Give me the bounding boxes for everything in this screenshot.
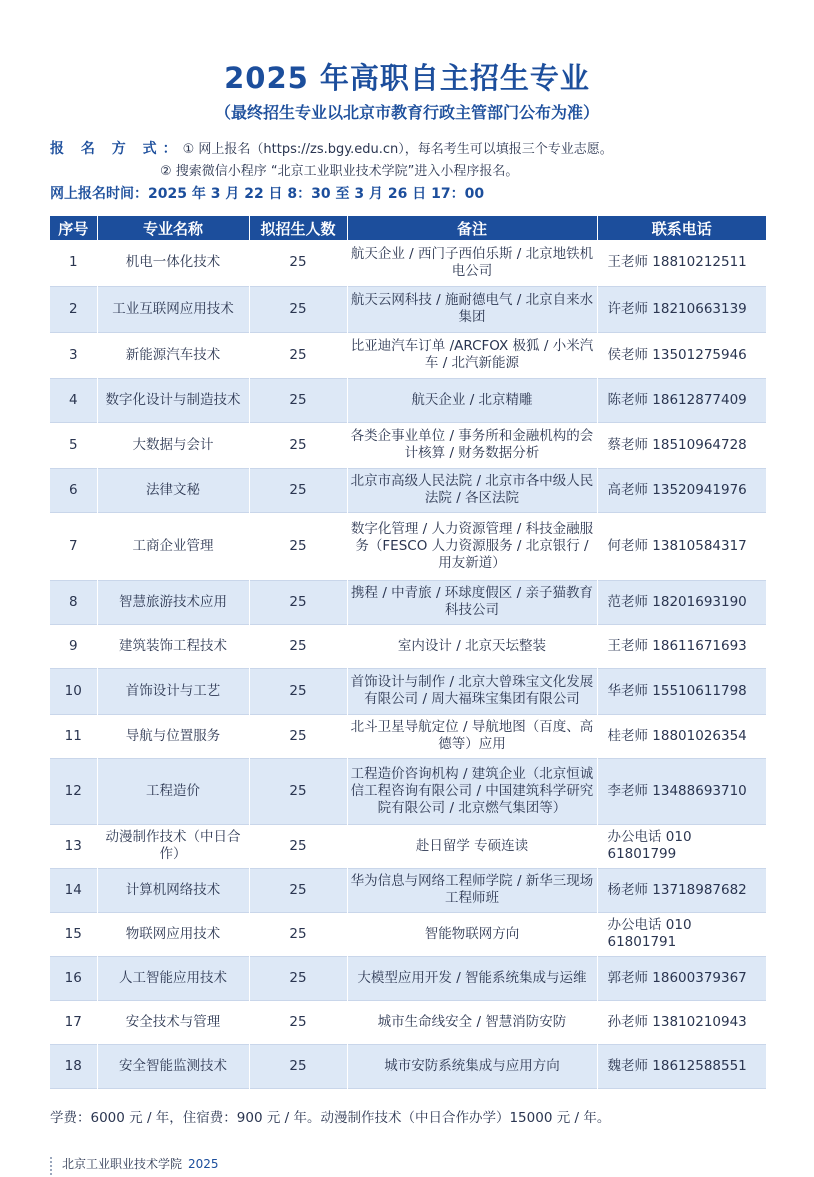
table-body: [50, 240, 766, 1088]
row-phone: 办公电话 010 61801799: [607, 829, 692, 862]
header-major: 专业名称: [97, 216, 249, 240]
row-major: 工商企业管理: [97, 512, 249, 580]
table-row: [50, 240, 766, 286]
row-no: 11: [50, 714, 97, 758]
row-major: 计算机网络技术: [97, 868, 249, 912]
row-major: 动漫制作技术（中日合作）: [97, 824, 249, 868]
row-phone: 高老师 13520941976: [607, 481, 747, 498]
row-major: 工业互联网应用技术: [97, 286, 249, 332]
row-note: 城市生命线安全 / 智慧消防安防: [347, 1000, 597, 1044]
row-no: 16: [50, 956, 97, 1000]
table-row: [50, 512, 766, 580]
page-subtitle: （最终招生专业以北京市教育行政主管部门公布为准）: [214, 103, 599, 122]
table-row: [50, 868, 766, 912]
row-no: 17: [50, 1000, 97, 1044]
header-no: 序号: [50, 216, 97, 240]
table-row: [50, 286, 766, 332]
footer-year: 2025: [188, 1157, 219, 1171]
row-note: 各类企事业单位 / 事务所和金融机构的会计核算 / 财务数据分析: [347, 422, 597, 468]
row-phone: 桂老师 18801026354: [607, 727, 747, 744]
row-major: 人工智能应用技术: [97, 956, 249, 1000]
row-count: 25: [249, 956, 347, 1000]
row-note: 数字化管理 / 人力资源管理 / 科技金融服务（FESCO 人力资源服务 / 北京银行 / 用友新道）: [347, 512, 597, 580]
row-no: 2: [50, 286, 97, 332]
footer-divider: [50, 1157, 54, 1175]
apply-method-online: ① 网上报名（https://zs.bgy.edu.cn），每名考生可以填报三个专业志愿。: [182, 142, 613, 157]
row-no: 9: [50, 624, 97, 668]
row-note: 携程 / 中青旅 / 环球度假区 / 亲子猫教育科技公司: [347, 580, 597, 624]
row-count: 25: [249, 286, 347, 332]
row-note: 首饰设计与制作 / 北京大曾珠宝文化发展有限公司 / 周大福珠宝集团有限公司: [347, 668, 597, 714]
row-phone: 何老师 13810584317: [607, 537, 747, 554]
page-title: 2025 年高职自主招生专业: [224, 61, 590, 95]
row-note: 工程造价咨询机构 / 建筑企业（北京恒诚信工程咨询有限公司 / 中国建筑科学研究院有限公司 / 北京燃气集团等）: [347, 758, 597, 824]
row-count: 25: [249, 668, 347, 714]
fee-note: 学费：6000 元 / 年，住宿费：900 元 / 年。动漫制作技术（中日合作办学）15000 元 / 年。: [50, 1110, 611, 1126]
table-row: [50, 1044, 766, 1088]
table-row: [50, 422, 766, 468]
row-phone: 华老师 15510611798: [607, 682, 747, 699]
row-note: 室内设计 / 北京天坛整装: [347, 624, 597, 668]
row-phone: 范老师 18201693190: [607, 593, 747, 610]
row-count: 25: [249, 512, 347, 580]
row-count: 25: [249, 758, 347, 824]
row-no: 15: [50, 912, 97, 956]
row-count: 25: [249, 1000, 347, 1044]
row-no: 18: [50, 1044, 97, 1088]
row-count: 25: [249, 624, 347, 668]
row-note: 北京市高级人民法院 / 北京市各中级人民法院 / 各区法院: [347, 468, 597, 512]
row-phone: 许老师 18210663139: [607, 300, 747, 317]
row-no: 13: [50, 824, 97, 868]
row-no: 10: [50, 668, 97, 714]
row-no: 7: [50, 512, 97, 580]
row-count: 25: [249, 468, 347, 512]
row-note: 城市安防系统集成与应用方向: [347, 1044, 597, 1088]
header-phone: 联系电话: [597, 216, 766, 240]
row-no: 5: [50, 422, 97, 468]
header-note: 备注: [347, 216, 597, 240]
row-major: 导航与位置服务: [97, 714, 249, 758]
row-phone: 蔡老师 18510964728: [607, 436, 747, 453]
row-count: 25: [249, 378, 347, 422]
row-major: 新能源汽车技术: [97, 332, 249, 378]
row-note: 智能物联网方向: [347, 912, 597, 956]
row-count: 25: [249, 240, 347, 286]
row-major: 数字化设计与制造技术: [97, 378, 249, 422]
row-count: 25: [249, 1044, 347, 1088]
row-note: 航天云网科技 / 施耐德电气 / 北京自来水集团: [347, 286, 597, 332]
table-row: [50, 624, 766, 668]
footer-school: 北京工业职业技术学院: [62, 1157, 183, 1171]
row-count: 25: [249, 422, 347, 468]
row-note: 比亚迪汽车订单 /ARCFOX 极狐 / 小米汽车 / 北汽新能源: [347, 332, 597, 378]
row-major: 安全智能监测技术: [97, 1044, 249, 1088]
row-major: 工程造价: [97, 758, 249, 824]
row-note: 航天企业 / 西门子西伯乐斯 / 北京地铁机电公司: [347, 240, 597, 286]
table-row: [50, 824, 766, 868]
row-count: 25: [249, 332, 347, 378]
apply-time: 网上报名时间：2025 年 3 月 22 日 8：30 至 3 月 26 日 17：00: [50, 186, 485, 202]
row-phone: 王老师 18611671693: [607, 637, 747, 654]
majors-table: [50, 216, 766, 1089]
row-major: 机电一体化技术: [97, 240, 249, 286]
table-row: [50, 332, 766, 378]
row-no: 4: [50, 378, 97, 422]
row-major: 智慧旅游技术应用: [97, 580, 249, 624]
apply-method-line1: [50, 138, 613, 158]
row-note: 航天企业 / 北京精雕: [347, 378, 597, 422]
table-row: [50, 1000, 766, 1044]
table-row: [50, 580, 766, 624]
row-phone: 杨老师 13718987682: [607, 881, 747, 898]
apply-method-wechat: ② 搜索微信小程序 “北京工业职业技术学院”进入小程序报名。: [160, 164, 519, 179]
row-no: 8: [50, 580, 97, 624]
row-phone: 陈老师 18612877409: [607, 391, 747, 408]
row-count: 25: [249, 912, 347, 956]
header-count: 拟招生人数: [249, 216, 347, 240]
footer: [62, 1155, 219, 1172]
row-phone: 侯老师 13501275946: [607, 346, 747, 363]
row-major: 首饰设计与工艺: [97, 668, 249, 714]
row-phone: 李老师 13488693710: [607, 782, 747, 799]
row-phone: 王老师 18810212511: [607, 254, 747, 271]
row-major: 大数据与会计: [97, 422, 249, 468]
row-note: 华为信息与网络工程师学院 / 新华三现场工程师班: [347, 868, 597, 912]
row-phone: 办公电话 010 61801791: [607, 917, 692, 950]
table-row: [50, 714, 766, 758]
table-header-row: [50, 216, 766, 240]
row-major: 建筑装饰工程技术: [97, 624, 249, 668]
row-count: 25: [249, 580, 347, 624]
table-row: [50, 378, 766, 422]
row-note: 赴日留学 专硕连读: [347, 824, 597, 868]
row-count: 25: [249, 714, 347, 758]
row-no: 1: [50, 240, 97, 286]
row-note: 大模型应用开发 / 智能系统集成与运维: [347, 956, 597, 1000]
row-major: 法律文秘: [97, 468, 249, 512]
table-row: [50, 758, 766, 824]
row-note: 北斗卫星导航定位 / 导航地图（百度、高德等）应用: [347, 714, 597, 758]
row-phone: 孙老师 13810210943: [607, 1013, 747, 1030]
row-phone: 郭老师 18600379367: [607, 969, 747, 986]
apply-method-label: 报 名 方 式：: [50, 141, 183, 157]
row-major: 安全技术与管理: [97, 1000, 249, 1044]
table-row: [50, 468, 766, 512]
table-row: [50, 912, 766, 956]
row-no: 14: [50, 868, 97, 912]
row-no: 6: [50, 468, 97, 512]
table-row: [50, 956, 766, 1000]
row-no: 12: [50, 758, 97, 824]
row-count: 25: [249, 824, 347, 868]
row-phone: 魏老师 18612588551: [607, 1057, 747, 1074]
row-no: 3: [50, 332, 97, 378]
row-major: 物联网应用技术: [97, 912, 249, 956]
table-row: [50, 668, 766, 714]
row-count: 25: [249, 868, 347, 912]
